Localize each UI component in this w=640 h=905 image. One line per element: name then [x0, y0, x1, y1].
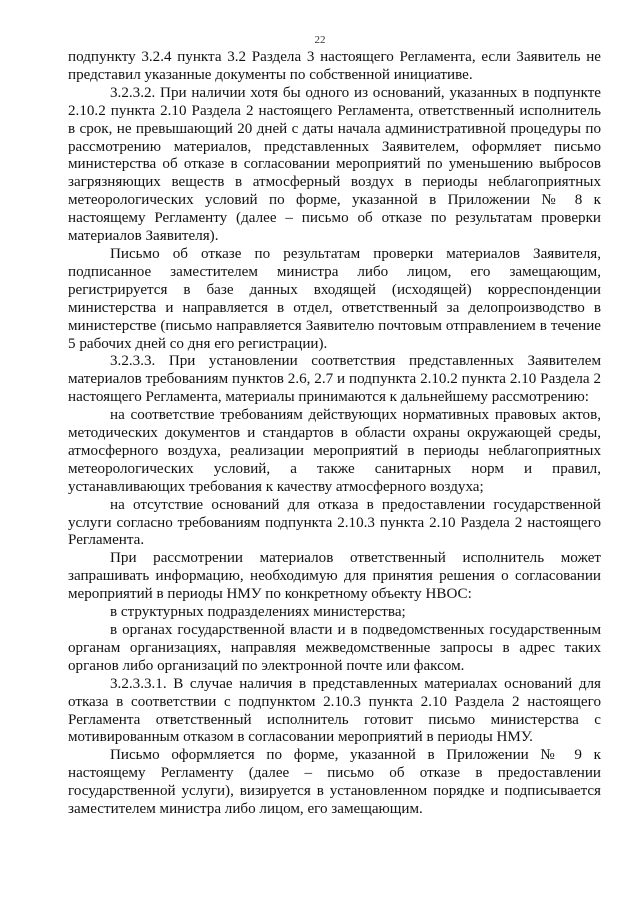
paragraph-3-2-3-3-1: 3.2.3.3.1. В случае наличия в представленных материалах оснований для отказа в соответствии с подпунктом 2.10.3 пункта 2.10 Раздела 2 настоящего Регламента ответственный исполнитель готовит письмо министерства с мотивированным отказом в согласовании мероприятий в периоды НМУ.: [68, 675, 601, 746]
paragraph-3-2-3-3: 3.2.3.3. При установлении соответствия представленных Заявителем материалов требованиям пунктов 2.6, 2.7 и подпункта 2.10.2 пункта 2.10 Раздела 2 настоящего Регламента, материалы принимаются к дальнейшему рассмотрению:: [68, 353, 601, 406]
paragraph-structural-units: в структурных подразделениях министерства;: [110, 604, 406, 621]
paragraph-continuation: подпункту 3.2.4 пункта 3.2 Раздела 3 настоящего Регламента, если Заявитель не представил указанные документы по собственной инициативе.: [68, 49, 601, 83]
document-body: [68, 49, 601, 819]
page-number: 22: [314, 34, 326, 46]
paragraph-compliance-check: на соответствие требованиям действующих нормативных правовых актов, методических документов и стандартов в области охраны окружающей среды, атмосферного воздуха, реализации мероприятий в периоды неблагоприятных метеорологических условий, а также санитарных норм и правил, устанавливающих требования к качеству атмосферного воздуха;: [68, 407, 601, 495]
paragraph-letter-form: Письмо оформляется по форме, указанной в Приложении № 9 к настоящему Регламенту (далее – письмо об отказе в предоставлении государственной услуги), визируется в установленном порядке и подписывается заместителем министра либо лицом, его замещающим.: [68, 747, 601, 818]
paragraph-3-2-3-2: 3.2.3.2. При наличии хотя бы одного из оснований, указанных в подпункте 2.10.2 пункта 2.10 Раздела 2 настоящего Регламента, ответственный исполнитель в срок, не превышающий 20 дней с даты начала административной процедуры по рассмотрению материалов, представленных Заявителем, оформляет письмо министерства об отказе в согласовании мероприятий по уменьшению выбросов загрязняющих веществ в атмосферный воздух в периоды неблагоприятных метеорологических условий по форме, указанной в Приложении № 8 к настоящему Регламенту (далее – письмо об отказе по результатам проверки материалов Заявителя).: [68, 84, 601, 245]
paragraph-refusal-letter: Письмо об отказе по результатам проверки материалов Заявителя, подписанное заместителем министра либо лицом, его замещающим, регистрируется в базе данных входящей (исходящей) корреспонденции министерства и направляется в отдел, ответственный за делопроизводство в министерстве (письмо направляется Заявителю почтовым отправлением в течение 5 рабочих дней со дня его регистрации).: [68, 245, 601, 352]
paragraph-no-grounds-check: на отсутствие оснований для отказа в предоставлении государственной услуги согласно требованиям подпункта 2.10.3 пункта 2.10 Раздела 2 настоящего Регламента.: [68, 496, 601, 549]
paragraph-information-request: При рассмотрении материалов ответственный исполнитель может запрашивать информацию, необходимую для принятия решения о согласовании мероприятий в периоды НМУ по конкретному объекту НВОС:: [68, 550, 601, 603]
paragraph-government-bodies: в органах государственной власти и в подведомственных государственным органам организациях, направляя межведомственные запросы в адрес таких органов либо организаций по электронной почте или факсом.: [68, 622, 601, 674]
